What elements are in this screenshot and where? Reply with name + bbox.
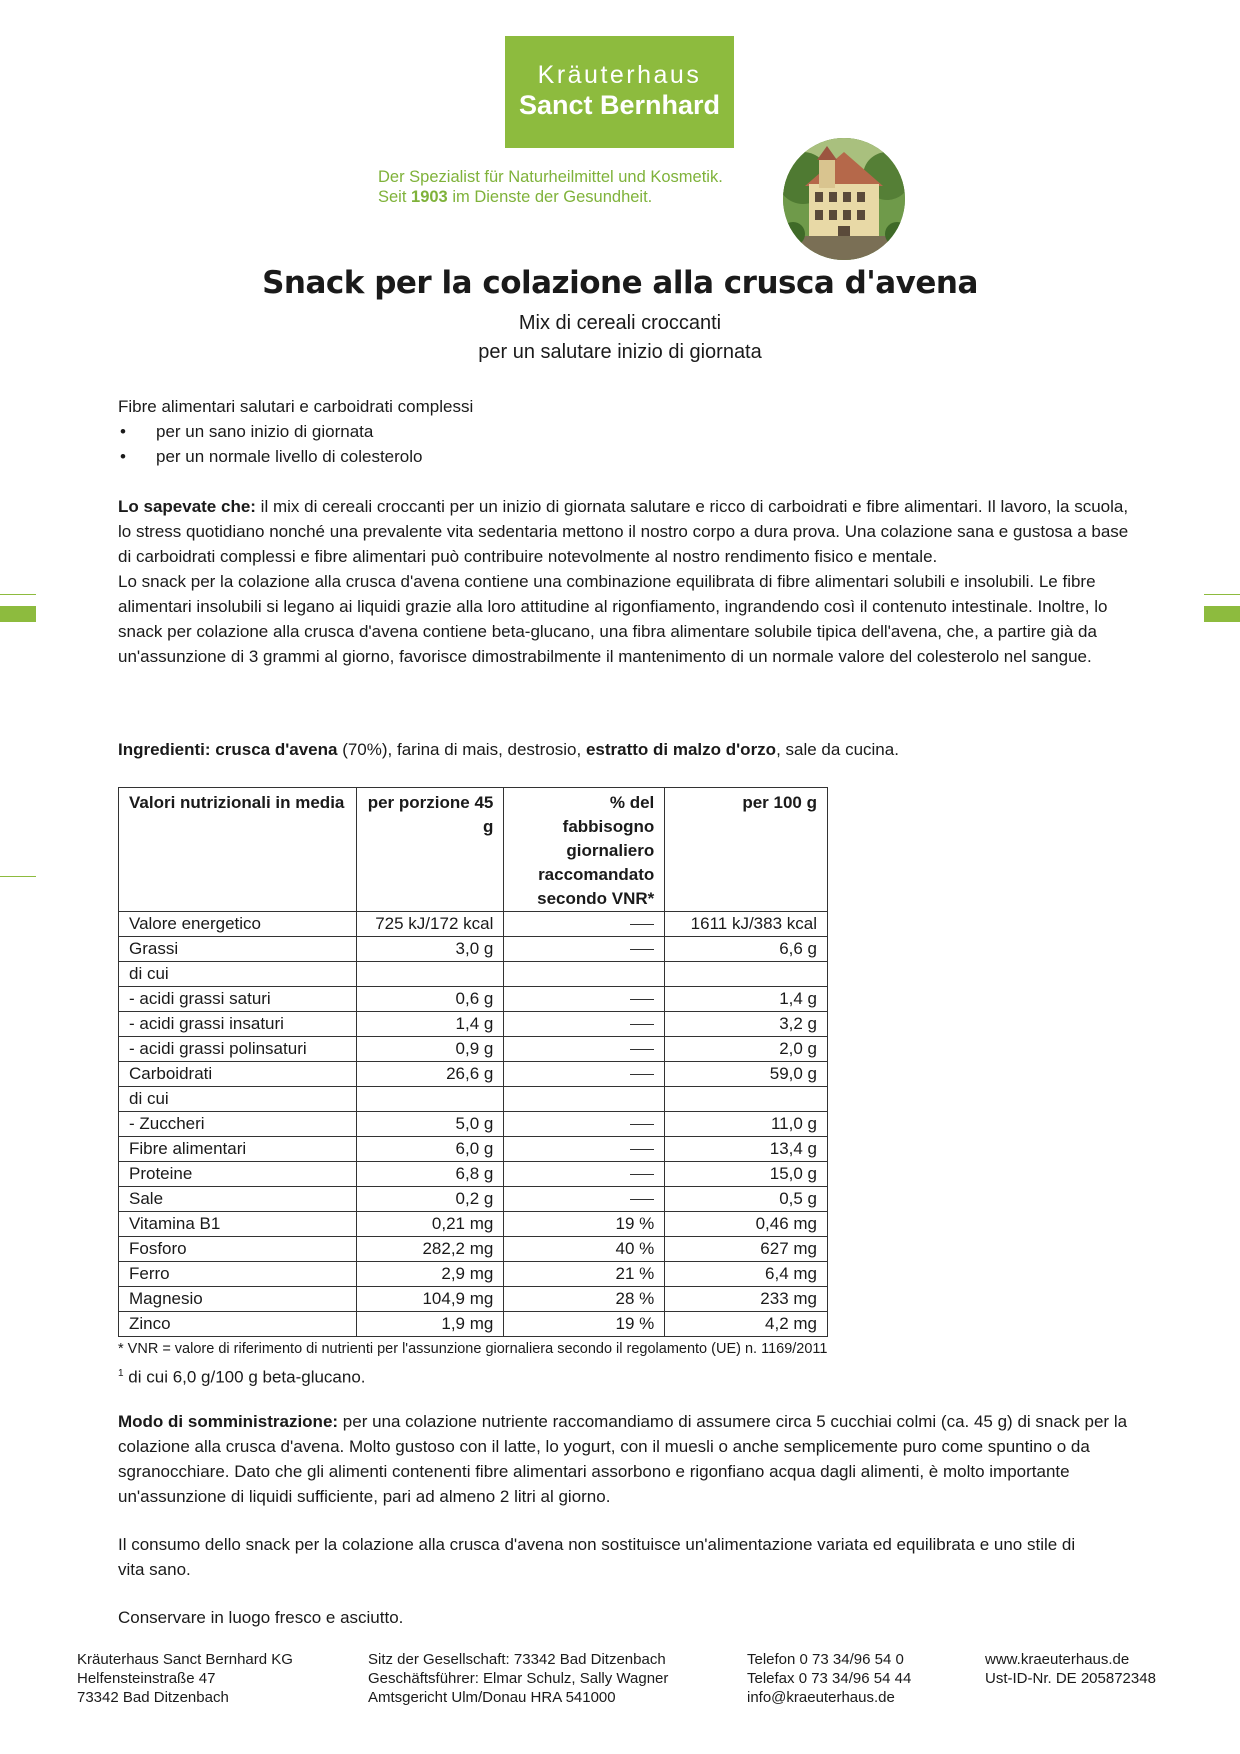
footer-line: Amtsgericht Ulm/Donau HRA 541000: [368, 1689, 616, 1706]
nutrient-value-cell: [504, 1137, 665, 1162]
nutrient-name-cell: di cui: [119, 1087, 357, 1112]
nutrient-value-cell: 2,9 mg: [356, 1262, 504, 1287]
tagline-year: 1903: [411, 188, 448, 206]
usage-text: per una colazione nutriente raccomandiamo di assumere circa 5 cucchiai colmi (ca. 45 g) di snack per la colazione alla crusca d'avena. Molto gustoso con il latte, lo yogurt, con il muesli o anche semplicemente puro come spuntino o da sgranocchiare. Dato che gli alimenti contenenti fibre alimentari assorbono e rigonfiano acqua dagli alimenti, è molto importante un'assunzione di liquidi sufficiente, pari ad almeno 2 litri al giorno.: [118, 1412, 1128, 1506]
footer-company: [77, 1650, 293, 1707]
nutrient-value-cell: [504, 1062, 665, 1087]
brand-line2: Sanct Bernhard: [518, 90, 721, 120]
nutrient-value-cell: [665, 962, 828, 987]
intro-label: Lo sapevate che:: [118, 497, 256, 516]
nutrient-value-cell: 4,2 mg: [665, 1312, 828, 1337]
nutrient-value-cell: 725 kJ/172 kcal: [356, 912, 504, 937]
table-row: [119, 962, 828, 987]
subtitle-line2: per un salutare inizio di giornata: [478, 341, 762, 363]
nutrient-name-cell: - acidi grassi polinsaturi: [119, 1037, 357, 1062]
footer-line: Sitz der Gesellschaft: 73342 Bad Ditzenbach: [368, 1651, 666, 1668]
table-row: [119, 1112, 828, 1137]
not-applicable-dash: [630, 1024, 654, 1025]
not-applicable-dash: [630, 1124, 654, 1125]
not-applicable-dash: [630, 999, 654, 1000]
fold-mark-left-bottom: [0, 876, 36, 877]
nutrient-name-cell: Zinco: [119, 1312, 357, 1337]
nutrient-name-cell: Fosforo: [119, 1237, 357, 1262]
ingredients-section: [118, 737, 1138, 762]
footnote-marker: 1: [118, 1368, 124, 1379]
nutrient-value-cell: [504, 1012, 665, 1037]
footer-web: [985, 1650, 1156, 1688]
vnr-footnote: * VNR = valore di riferimento di nutrienti per l'assunzione giornaliera secondo il regolamento (UE) n. 1169/2011: [118, 1341, 828, 1357]
nutrient-value-cell: [504, 987, 665, 1012]
nutrient-value-cell: 26,6 g: [356, 1062, 504, 1087]
nutrient-value-cell: [504, 1112, 665, 1137]
nutrient-name-cell: Sale: [119, 1187, 357, 1212]
header-cell: % del fabbisogno giornaliero raccomandato secondo VNR*: [504, 788, 665, 912]
footer-phone: Telefon 0 73 34/96 54 0: [747, 1651, 904, 1668]
nutrient-value-cell: 13,4 g: [665, 1137, 828, 1162]
footer-legal: [368, 1650, 668, 1707]
brand-line1: Kräuterhaus: [537, 61, 702, 89]
ingredients-end: , sale da cucina.: [776, 740, 899, 759]
nutrient-value-cell: 40 %: [504, 1237, 665, 1262]
intro-text-1: il mix di cereali croccanti per un inizio di giornata salutare e ricco di carboidrati e fibre alimentari. Il lavoro, la scuola, lo stress quotidiano nonché una prevalente vita sedentaria mettono il nostro corpo a dura prova. Una colazione sana e gustosa a base di carboidrati complessi e fibre alimentari può contribuire notevolmente al nostro rendimento fisico e mentale.: [118, 497, 1129, 566]
table-row: [119, 937, 828, 962]
table-row: [119, 1262, 828, 1287]
nutrient-value-cell: 59,0 g: [665, 1062, 828, 1087]
nutrient-name-cell: Vitamina B1: [119, 1212, 357, 1237]
nutrient-value-cell: 104,9 mg: [356, 1287, 504, 1312]
footer-website: www.kraeuterhaus.de: [985, 1651, 1130, 1668]
nutrient-value-cell: 19 %: [504, 1312, 665, 1337]
punch-mark-right: [1204, 606, 1240, 622]
nutrient-value-cell: [356, 1087, 504, 1112]
punch-mark-left: [0, 606, 36, 622]
benefit-item: • per un normale livello di colesterolo: [118, 444, 1138, 469]
footer-line: 73342 Bad Ditzenbach: [77, 1689, 229, 1706]
nutrient-value-cell: 0,46 mg: [665, 1212, 828, 1237]
not-applicable-dash: [630, 1049, 654, 1050]
nutrition-table: [118, 787, 828, 1337]
fold-mark-left-top: [0, 594, 36, 595]
table-row: [119, 1012, 828, 1037]
nutrient-value-cell: 6,4 mg: [665, 1262, 828, 1287]
nutrient-value-cell: [504, 1037, 665, 1062]
table-row: [119, 1062, 828, 1087]
storage-note: Conservare in luogo fresco e asciutto.: [118, 1608, 404, 1627]
ingredients-label: Ingredienti:: [118, 740, 211, 759]
footer-line: Helfensteinstraße 47: [77, 1670, 216, 1687]
table-row: [119, 1037, 828, 1062]
footer-email: info@kraeuterhaus.de: [747, 1689, 895, 1706]
table-row: [119, 1162, 828, 1187]
nutrient-value-cell: [504, 1087, 665, 1112]
nutrient-name-cell: Fibre alimentari: [119, 1137, 357, 1162]
nutrient-value-cell: 28 %: [504, 1287, 665, 1312]
nutrient-name-cell: - acidi grassi saturi: [119, 987, 357, 1012]
benefits-section: [118, 394, 1138, 469]
header-cell: per 100 g: [665, 788, 828, 912]
not-applicable-dash: [630, 1074, 654, 1075]
table-row: [119, 1237, 828, 1262]
nutrient-value-cell: 0,6 g: [356, 987, 504, 1012]
nutrient-value-cell: 0,5 g: [665, 1187, 828, 1212]
nutrient-value-cell: 3,0 g: [356, 937, 504, 962]
table-row: [119, 1187, 828, 1212]
footer-line: Geschäftsführer: Elmar Schulz, Sally Wagner: [368, 1670, 669, 1687]
not-applicable-dash: [630, 1199, 654, 1200]
header-cell: per porzione 45 g: [356, 788, 504, 912]
tagline-pre: Seit: [378, 188, 412, 206]
footnote-text: di cui 6,0 g/100 g beta-glucano.: [123, 1367, 366, 1387]
nutrient-name-cell: - acidi grassi insaturi: [119, 1012, 357, 1037]
nutrient-name-cell: - Zuccheri: [119, 1112, 357, 1137]
intro-paragraph-1: [118, 494, 1138, 569]
footer-contact: [747, 1650, 911, 1707]
table-row: [119, 1087, 828, 1112]
usage-paragraph: [118, 1409, 1138, 1509]
nutrient-value-cell: [504, 1162, 665, 1187]
ingredients-malt: estratto di malzo d'orzo: [585, 740, 777, 759]
nutrient-value-cell: 233 mg: [665, 1287, 828, 1312]
nutrient-value-cell: [665, 1087, 828, 1112]
nutrient-value-cell: 1,4 g: [356, 1012, 504, 1037]
nutrient-value-cell: 0,9 g: [356, 1037, 504, 1062]
nutrient-value-cell: 1611 kJ/383 kcal: [665, 912, 828, 937]
usage-section: [118, 1409, 1138, 1509]
tagline-post: im Dienste der Gesundheit.: [447, 188, 653, 206]
not-applicable-dash: [630, 949, 654, 950]
nutrient-value-cell: 1,4 g: [665, 987, 828, 1012]
nutrition-table-body: [119, 788, 828, 1337]
building-photo: [783, 138, 905, 260]
footer-vat-id: Ust-ID-Nr. DE 205872348: [985, 1670, 1156, 1687]
nutrient-name-cell: Valore energetico: [119, 912, 357, 937]
nutrient-name-cell: Ferro: [119, 1262, 357, 1287]
benefits-heading: Fibre alimentari salutari e carboidrati complessi: [118, 397, 474, 416]
nutrient-value-cell: 627 mg: [665, 1237, 828, 1262]
fold-mark-right-top: [1204, 594, 1240, 595]
benefit-item: • per un sano inizio di giornata: [118, 419, 1138, 444]
nutrient-value-cell: 6,8 g: [356, 1162, 504, 1187]
table-header-row: [119, 788, 828, 912]
nutrient-name-cell: Carboidrati: [119, 1062, 357, 1087]
nutrient-value-cell: 2,0 g: [665, 1037, 828, 1062]
nutrient-value-cell: 0,21 mg: [356, 1212, 504, 1237]
nutrient-value-cell: [504, 912, 665, 937]
nutrient-value-cell: [504, 962, 665, 987]
usage-label: Modo di somministrazione:: [118, 1412, 339, 1431]
ingredients-main: crusca d'avena: [215, 740, 338, 759]
table-row: [119, 912, 828, 937]
nutrient-value-cell: 1,9 mg: [356, 1312, 504, 1337]
nutrient-name-cell: di cui: [119, 962, 357, 987]
table-row: [119, 987, 828, 1012]
footer-fax: Telefax 0 73 34/96 54 44: [747, 1670, 912, 1687]
footer-line: Kräuterhaus Sanct Bernhard KG: [77, 1651, 293, 1668]
betaglucan-footnote: [118, 1361, 1138, 1390]
brand-logo: [505, 36, 734, 148]
tagline: [378, 167, 723, 207]
tagline-line1: Der Spezialist für Naturheilmittel und Kosmetik.: [378, 168, 723, 186]
ingredients-rest: (70%), farina di mais, destrosio,: [337, 740, 586, 759]
intro-section: [118, 494, 1138, 669]
not-applicable-dash: [630, 1174, 654, 1175]
nutrient-name-cell: Magnesio: [119, 1287, 357, 1312]
nutrient-value-cell: 6,6 g: [665, 937, 828, 962]
nutrient-value-cell: [504, 937, 665, 962]
not-applicable-dash: [630, 924, 654, 925]
nutrient-value-cell: [356, 962, 504, 987]
nutrient-value-cell: 15,0 g: [665, 1162, 828, 1187]
not-applicable-dash: [630, 1149, 654, 1150]
nutrient-value-cell: 11,0 g: [665, 1112, 828, 1137]
tagline-line2: [378, 187, 723, 207]
table-row: [119, 1212, 828, 1237]
nutrient-value-cell: [504, 1187, 665, 1212]
table-row: [119, 1287, 828, 1312]
disclaimer: Il consumo dello snack per la colazione alla crusca d'avena non sostituisce un'alimentazione variata ed equilibrata e uno stile di vita sano.: [118, 1535, 1076, 1579]
nutrient-name-cell: Proteine: [119, 1162, 357, 1187]
page-title: Snack per la colazione alla crusca d'avena: [262, 265, 978, 301]
subtitle-line1: Mix di cereali croccanti: [518, 312, 722, 334]
nutrient-value-cell: 0,2 g: [356, 1187, 504, 1212]
ingredients-line: [118, 737, 1138, 762]
nutrient-value-cell: 6,0 g: [356, 1137, 504, 1162]
intro-paragraph-2: Lo snack per la colazione alla crusca d'avena contiene una combinazione equilibrata di fibre alimentari solubili e insolubili. Le fibre alimentari insolubili si legano ai liquidi grazie alla loro attitudine al rigonfiamento, ingrandendo così il contenuto intestinale. Inoltre, lo snack per colazione alla crusca d'avena contiene beta-glucano, una fibra alimentare solubile tipica dell'avena, che, a partire già da un'assunzione di 3 grammi al giorno, favorisce dimostrabilmente il mantenimento di un normale valore del colesterolo nel sangue.: [118, 572, 1108, 666]
nutrient-value-cell: 282,2 mg: [356, 1237, 504, 1262]
nutrient-value-cell: 21 %: [504, 1262, 665, 1287]
table-row: [119, 1312, 828, 1337]
header-cell: Valori nutrizionali in media: [119, 788, 357, 912]
table-row: [119, 1137, 828, 1162]
nutrient-name-cell: Grassi: [119, 937, 357, 962]
nutrient-value-cell: 3,2 g: [665, 1012, 828, 1037]
nutrient-value-cell: 19 %: [504, 1212, 665, 1237]
nutrient-value-cell: 5,0 g: [356, 1112, 504, 1137]
